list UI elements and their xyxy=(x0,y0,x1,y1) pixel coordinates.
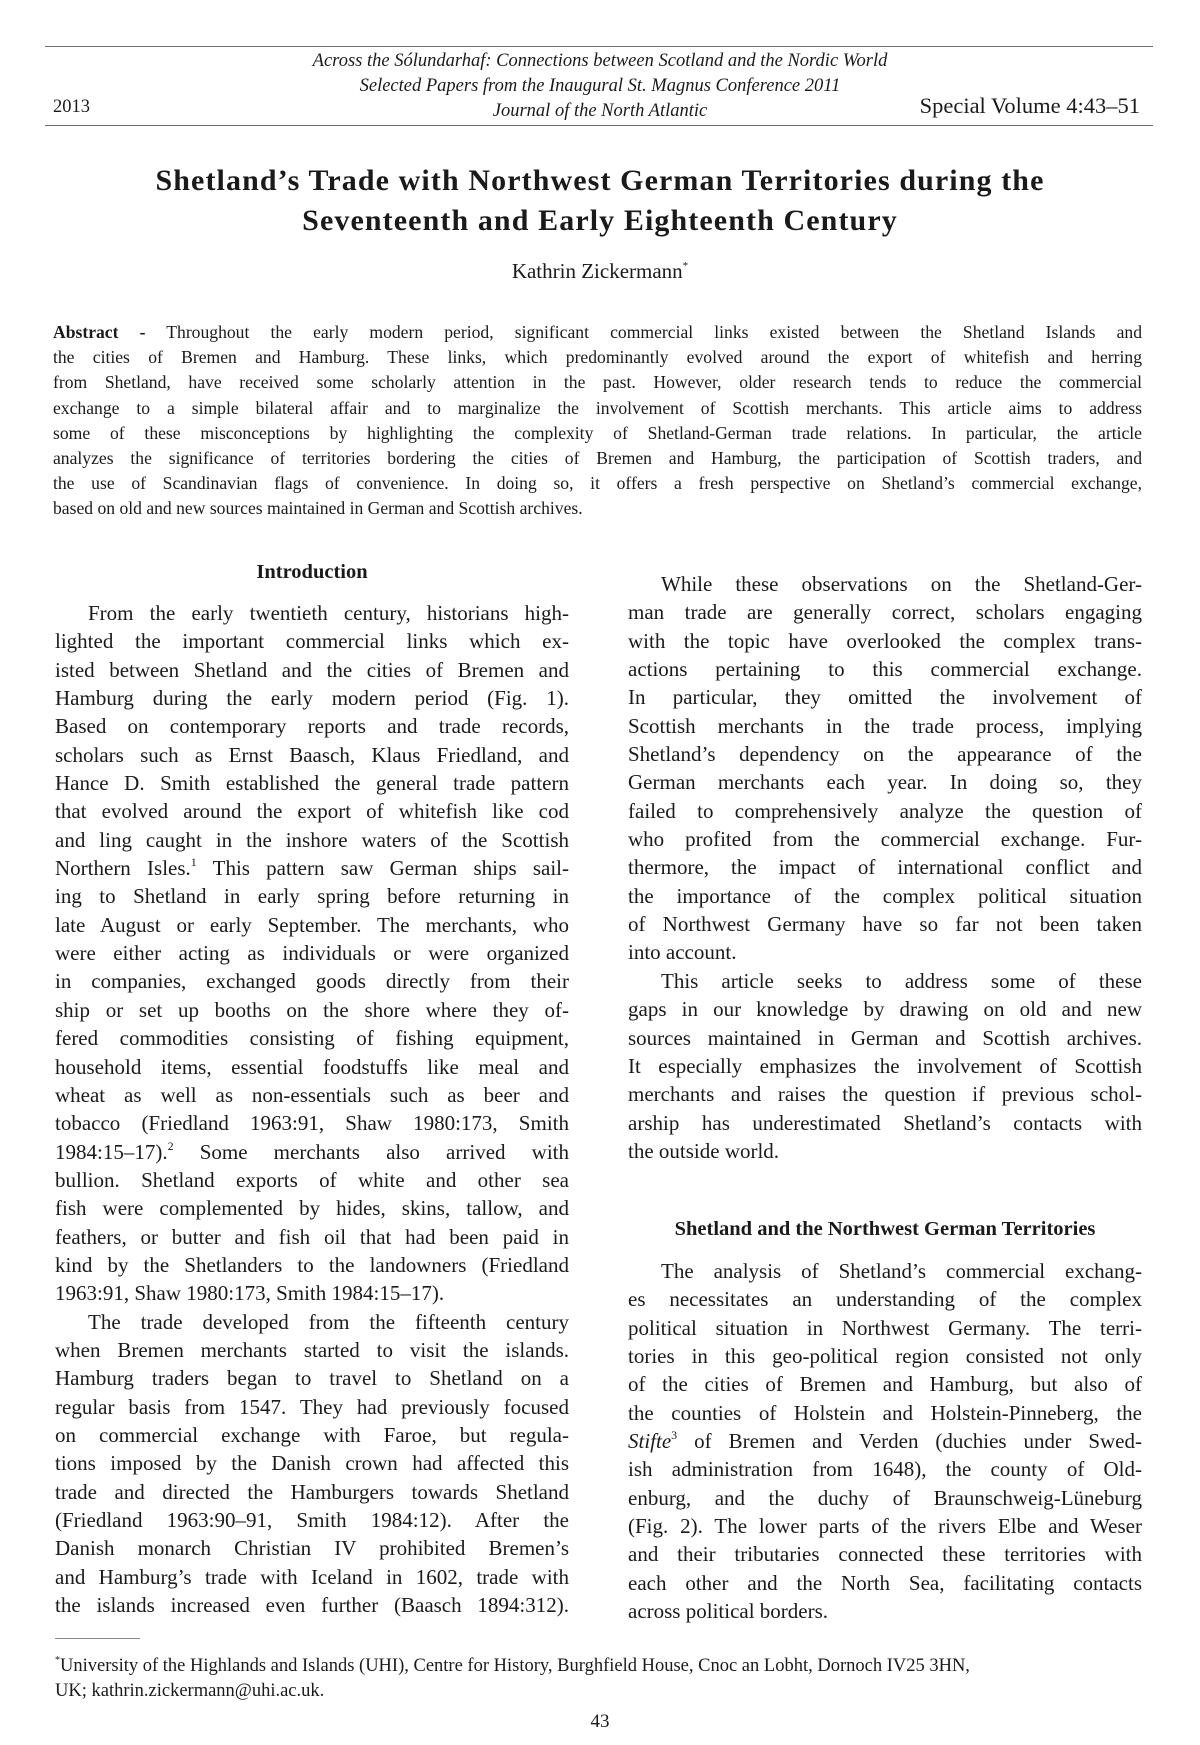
author-footnote-mark: * xyxy=(682,260,689,272)
body-line: Scottish merchants in the trade process, implying xyxy=(628,713,1142,738)
body-line: trade and directed the Hamburgers towards Shetland xyxy=(55,1479,569,1504)
body-line: ship or set up booths on the shore where they of- xyxy=(55,997,569,1022)
body-line: that evolved around the export of whitefish like cod xyxy=(55,799,569,824)
body-line: feathers, or butter and fish oil that had been paid in xyxy=(55,1224,569,1249)
body-line: fish were complemented by hides, skins, tallow, and xyxy=(55,1196,569,1221)
body-line: and ling caught in the inshore waters of the Scottish xyxy=(55,827,569,852)
body-line: and their tributaries connected these territories with xyxy=(628,1542,1142,1567)
body-line: who profited from the commercial exchange. Fur- xyxy=(628,827,1142,852)
body-line: gaps in our knowledge by drawing on old and new xyxy=(628,997,1142,1022)
section-heading-territories: Shetland and the Northwest German Territories xyxy=(674,1218,1096,1240)
body-line: The analysis of Shetland’s commercial exchang- xyxy=(661,1259,1142,1283)
abstract-line: Abstract - Throughout the early modern period, significant commercial links existed between the Shetland Islands and xyxy=(53,322,1143,342)
body-line: into account. xyxy=(628,940,737,965)
body-line: when Bremen merchants started to visit the islands. xyxy=(55,1337,569,1362)
body-line: of the cities of Bremen and Hamburg, but also of xyxy=(628,1372,1142,1397)
body-line: Hamburg traders began to travel to Shetland on a xyxy=(55,1366,569,1391)
body-line: Hamburg during the early modern period (Fig. 1). xyxy=(55,686,569,711)
header-rule-top xyxy=(45,46,1153,47)
body-line: tories in this geo-political region consisted not only xyxy=(628,1344,1142,1369)
abstract-line: analyzes the significance of territories bordering the cities of Bremen and Hamburg, the participation of Scottish traders, and xyxy=(53,447,1142,468)
abstract-line: from Shetland, have received some scholarly attention in the past. However, older research tends to reduce the commercial xyxy=(53,372,1142,393)
article-title-line-2: Seventeenth and Early Eighteenth Century xyxy=(302,204,898,237)
body-line: regular basis from 1547. They had previously focused xyxy=(55,1394,569,1419)
body-line: German merchants each year. In doing so, they xyxy=(628,770,1142,795)
body-line: Hance D. Smith established the general trade pattern xyxy=(55,771,569,796)
abstract-line: some of these misconceptions by highlighting the complexity of Shetland-German trade relations. In particular, the article xyxy=(53,422,1142,443)
body-line: In particular, they omitted the involvement of xyxy=(628,685,1142,710)
body-line: thermore, the impact of international conflict and xyxy=(628,855,1142,880)
body-line: Northern Isles.$^1$ This pattern saw German ships sail- xyxy=(55,855,569,881)
footnote-ref-3[interactable]: 3 xyxy=(671,1428,678,1443)
body-line: isted between Shetland and the cities of Bremen and xyxy=(55,657,569,682)
body-line: tobacco (Friedland 1963:91, Shaw 1980:173, Smith xyxy=(55,1111,569,1136)
right-column xyxy=(628,570,1142,1165)
body-line: with the topic have overlooked the complex trans- xyxy=(628,628,1142,653)
body-line: and Hamburg’s trade with Iceland in 1602, trade with xyxy=(55,1564,569,1589)
right-column-section2 xyxy=(628,1257,1142,1625)
body-line: in companies, exchanged goods directly from their xyxy=(55,969,569,994)
abstract-line: based on old and new sources maintained in German and Scottish archives. xyxy=(53,498,583,519)
body-line: sources maintained in German and Scottish archives. xyxy=(628,1025,1142,1050)
body-line: the outside world. xyxy=(628,1138,780,1163)
page-number: 43 xyxy=(590,1711,610,1732)
body-line: failed to comprehensively analyze the question of xyxy=(628,798,1142,823)
abstract-line: the cities of Bremen and Hamburg. These links, which predominantly evolved around the export of whitefish and herring xyxy=(53,347,1142,368)
body-line: This article seeks to address some of these xyxy=(661,968,1142,993)
footnote-ref-1[interactable]: 1 xyxy=(190,855,197,870)
header-volume: Special Volume 4:43–51 xyxy=(919,93,1140,118)
body-line: Stifte$^3$ of Bremen and Verden (duchies under Swed- xyxy=(628,1428,1142,1454)
footnote-ref-2[interactable]: 2 xyxy=(167,1138,174,1153)
body-line: 1984:15–17).$^2$ Some merchants also arrived with xyxy=(55,1138,569,1164)
left-column xyxy=(55,599,569,1619)
body-line: (Friedland 1963:90–91, Smith 1984:12). After the xyxy=(55,1508,569,1532)
footnote-line: UK; kathrin.zickermann@uhi.ac.uk. xyxy=(55,1681,325,1701)
author-name: Kathrin Zickermann xyxy=(511,259,683,283)
body-line: scholars such as Ernst Baasch, Klaus Friedland, and xyxy=(55,742,569,767)
body-line: enburg, and the duchy of Braunschweig-Lüneburg xyxy=(628,1485,1142,1510)
footnote-separator xyxy=(55,1638,140,1639)
body-line: the islands increased even further (Baasch 1894:312). xyxy=(55,1593,569,1618)
body-line: merchants and raises the question if previous schol- xyxy=(628,1082,1142,1107)
running-header-journal: Journal of the North Atlantic xyxy=(492,101,708,121)
body-line: Based on contemporary reports and trade records, xyxy=(55,714,569,739)
header-rule-bottom xyxy=(45,125,1153,126)
abstract-line: exchange to a simple bilateral affair and to marginalize the involvement of Scottish merchants. This article aims to address xyxy=(53,397,1142,418)
body-line: ish administration from 1648), the county of Old- xyxy=(628,1457,1142,1482)
section-heading-introduction: Introduction xyxy=(256,561,368,583)
body-line: tions imposed by the Danish crown had affected this xyxy=(55,1451,569,1476)
body-line: kind by the Shetlanders to the landowners (Friedland xyxy=(55,1252,569,1277)
body-line: lighted the important commercial links which ex- xyxy=(55,629,569,654)
body-line: late August or early September. The merchants, who xyxy=(55,912,569,937)
body-line: wheat as well as non-essentials such as beer and xyxy=(55,1082,569,1107)
body-line: were either acting as individuals or were organized xyxy=(55,941,569,966)
body-line: man trade are generally correct, scholars engaging xyxy=(628,600,1142,625)
footnote-mark: * xyxy=(55,1655,60,1666)
body-line: arship has underestimated Shetland’s contacts with xyxy=(628,1110,1142,1135)
body-line: Shetland’s dependency on the appearance of the xyxy=(628,742,1142,767)
footnote-line: *University of the Highlands and Islands (UHI), Centre for History, Burghfield House, Cnoc an Lobht, Dornoch IV25 3HN, xyxy=(55,1655,970,1676)
body-line: bullion. Shetland exports of white and other sea xyxy=(55,1167,569,1192)
abstract-line: the use of Scandinavian flags of convenience. In doing so, it offers a fresh perspective on Shetland’s commercial exchange, xyxy=(53,473,1142,494)
author xyxy=(0,259,1200,284)
body-line: es necessitates an understanding of the complex xyxy=(628,1287,1142,1312)
body-line: The trade developed from the fifteenth century xyxy=(88,1309,569,1334)
running-header-subtitle: Selected Papers from the Inaugural St. Magnus Conference 2011 xyxy=(359,76,841,96)
body-line: ing to Shetland in early spring before returning in xyxy=(55,884,569,909)
body-line: Danish monarch Christian IV prohibited Bremen’s xyxy=(55,1536,569,1561)
abstract xyxy=(53,320,1142,522)
body-line: each other and the North Sea, facilitating contacts xyxy=(628,1570,1142,1595)
abstract-label: Abstract - xyxy=(53,322,146,342)
body-line: fered commodities consisting of fishing equipment, xyxy=(55,1026,569,1051)
author-affiliation-footnote xyxy=(55,1654,1145,1704)
body-line: across political borders. xyxy=(628,1599,829,1624)
body-line: political situation in Northwest Germany. The terri- xyxy=(628,1315,1142,1340)
body-line: of Northwest Germany have so far not been taken xyxy=(628,912,1142,937)
body-line: From the early twentieth century, historians high- xyxy=(88,601,569,625)
header-year: 2013 xyxy=(53,97,90,117)
body-line: actions pertaining to this commercial exchange. xyxy=(628,657,1142,682)
body-line: While these observations on the Shetland-Ger- xyxy=(661,572,1142,596)
body-line: 1963:91, Shaw 1980:173, Smith 1984:15–17). xyxy=(55,1281,445,1306)
article-title-line-1: Shetland’s Trade with Northwest German Territories during the xyxy=(155,164,1045,197)
body-line: It especially emphasizes the involvement of Scottish xyxy=(628,1053,1142,1078)
body-line: household items, essential foodstuffs like meal and xyxy=(55,1054,569,1079)
body-line: (Fig. 2). The lower parts of the rivers Elbe and Weser xyxy=(628,1514,1142,1539)
running-header-series: Across the Sólundarhaf: Connections between Scotland and the Nordic World xyxy=(312,51,888,71)
body-line: the importance of the complex political situation xyxy=(628,883,1142,908)
body-line: the counties of Holstein and Holstein-Pinneberg, the xyxy=(628,1400,1142,1425)
body-line: on commercial exchange with Faroe, but regula- xyxy=(55,1422,569,1447)
